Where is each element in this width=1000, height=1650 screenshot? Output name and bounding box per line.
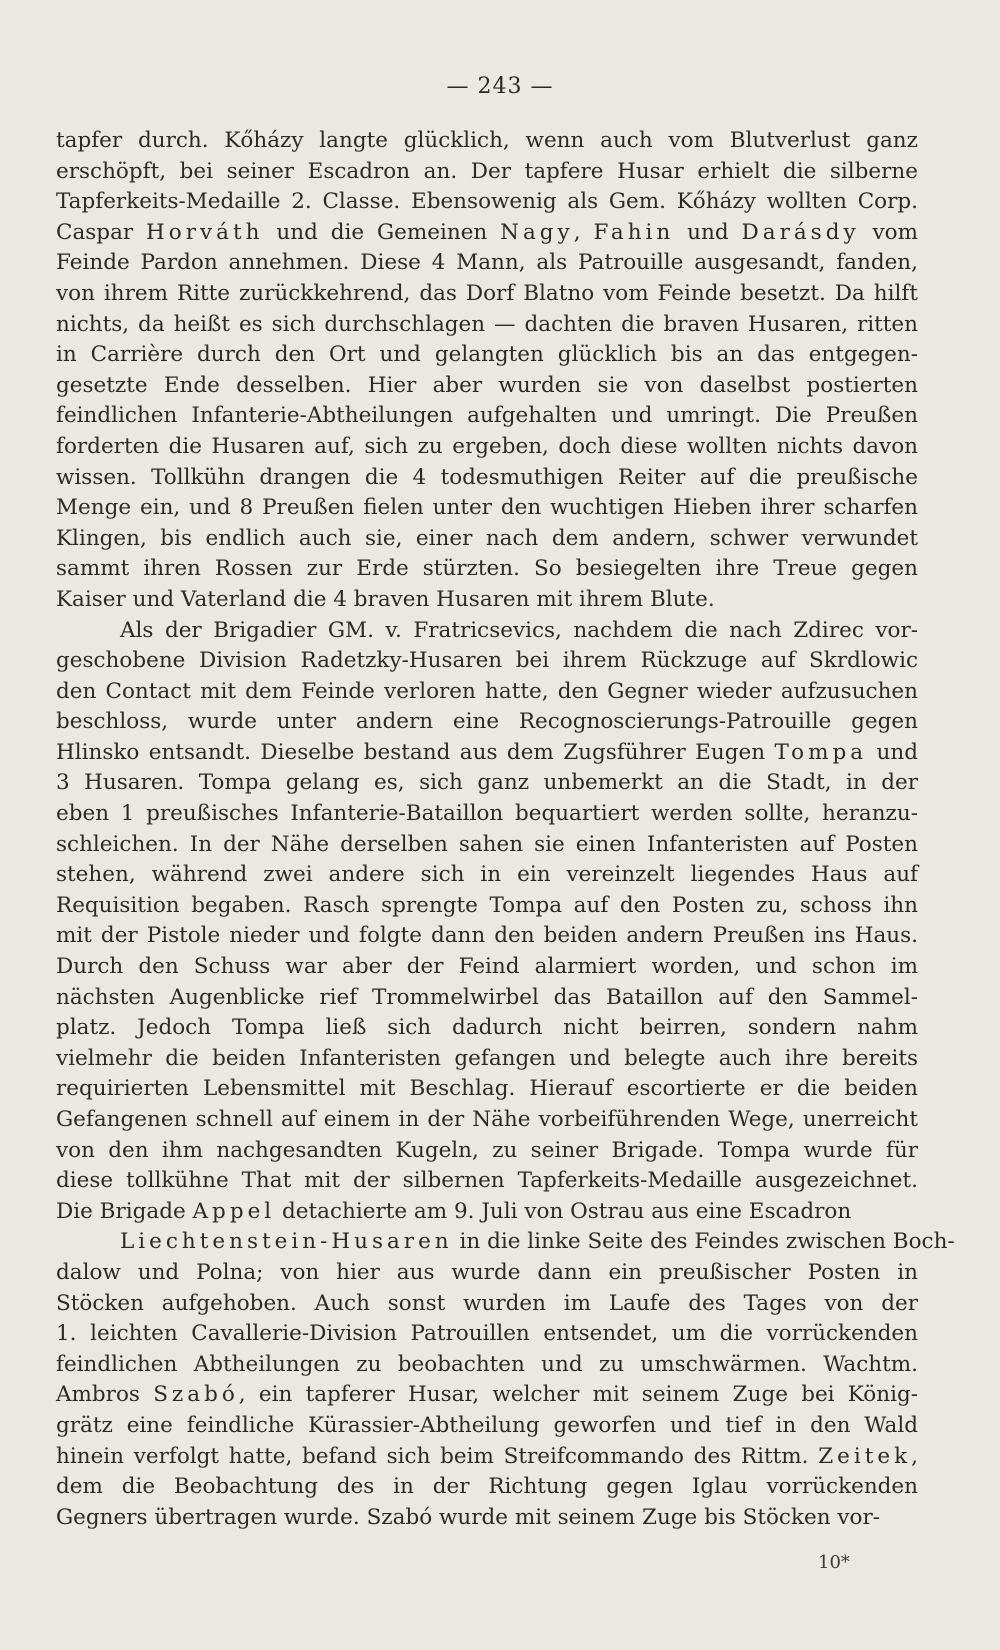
text-line: tapfer durch. Kőházy langte glücklich, wenn auch vom Blutverlust ganz xyxy=(56,128,918,153)
text-line: von den ihm nachgesandten Kugeln, zu seiner Brigade. Tompa wurde für xyxy=(56,1137,918,1163)
text-line: Als der Brigadier GM. v. Fratricsevics, nachdem die nach Zdirec vor- xyxy=(120,617,918,643)
text-line: Hlinsko entsandt. Dieselbe bestand aus dem Zugsführer Eugen Tompa und xyxy=(56,739,918,765)
text-line: platz. Jedoch Tompa ließ sich dadurch nicht beirren, sondern nahm xyxy=(56,1015,918,1041)
text-line: Gefangenen schnell auf einem in der Nähe vorbeiführenden Wege, unerreicht xyxy=(56,1107,918,1132)
text-line: Ambros Szabó, ein tapferer Husar, welcher mit seinem Zuge bei König- xyxy=(56,1382,918,1408)
spaced-name: Liechtenstein-Husaren xyxy=(120,1229,453,1255)
text-line: nächsten Augenblicke rief Trommelwirbel das Bataillon auf den Sammel- xyxy=(56,984,918,1010)
text-line: mit der Pistole nieder und folgte dann den beiden andern Preußen ins Haus. xyxy=(56,923,918,949)
text-line: geschobene Division Radetzky-Husaren bei ihrem Rückzuge auf Skrdlowic xyxy=(56,648,918,674)
spaced-name: Horváth xyxy=(146,219,264,245)
spaced-name: Fahin xyxy=(593,219,675,245)
spaced-name: Tompa xyxy=(774,739,868,765)
text-line: Durch den Schuss war aber der Feind alarmiert worden, und schon im xyxy=(56,954,918,980)
text-line: von ihrem Ritte zurückkehrend, das Dorf Blatno vom Feinde besetzt. Da hilft xyxy=(56,280,918,306)
text-line: Menge ein, und 8 Preußen fielen unter den wuchtigen Hieben ihrer scharfen xyxy=(56,495,918,521)
body-text xyxy=(56,126,955,1533)
text-line: 1. leichten Cavallerie-Division Patrouillen entsendet, um die vorrückenden xyxy=(56,1321,918,1347)
text-line: sammt ihren Rossen zur Erde stürzten. So besiegelten ihre Treue gegen xyxy=(56,556,918,582)
page-number: — 243 — xyxy=(446,74,554,99)
text-line: beschloss, wurde unter andern eine Recognoscierungs-Patrouille gegen xyxy=(56,709,918,735)
text-line: vielmehr die beiden Infanteristen gefangen und belegte auch ihre bereits xyxy=(56,1045,918,1071)
text-line: eben 1 preußisches Infanterie-Bataillon bequartiert werden sollte, heranzu- xyxy=(56,801,918,827)
spaced-name: Szabó xyxy=(153,1382,239,1408)
text-line: nichts, da heißt es sich durchschlagen — dachten die braven Husaren, ritten xyxy=(56,311,918,337)
text-line: requirierten Lebensmittel mit Beschlag. Hierauf escortierte er die beiden xyxy=(56,1076,918,1102)
text-line: diese tollkühne That mit der silbernen Tapferkeits-Medaille ausgezeichnet. xyxy=(56,1168,918,1194)
text-line: dalow und Polna; von hier aus wurde dann ein preußischer Posten in xyxy=(56,1259,918,1285)
text-line: Caspar Horváth und die Gemeinen Nagy, Fahin und Darásdy vom xyxy=(56,219,919,245)
text-line: stehen, während zwei andere sich in ein vereinzelt liegendes Haus auf xyxy=(56,862,918,888)
text-line: Kaiser und Vaterland die 4 braven Husaren mit ihrem Blute. xyxy=(56,586,715,612)
spaced-name: Nagy xyxy=(500,219,574,245)
spaced-name: Zeitek xyxy=(818,1443,912,1469)
text-line: schleichen. In der Nähe derselben sahen sie einen Infanteristen auf Posten xyxy=(56,831,918,857)
text-line: forderten die Husaren auf, sich zu ergeben, doch diese wollten nichts davon xyxy=(56,433,918,459)
text-line: feindlichen Infanterie-Abtheilungen aufgehalten und umringt. Die Preußen xyxy=(56,403,918,429)
spaced-name: Appel xyxy=(192,1198,276,1224)
text-line: Gegners übertragen wurde. Szabó wurde mit seinem Zuge bis Stöcken vor- xyxy=(56,1504,881,1530)
text-line: den Contact mit dem Feinde verloren hatte, den Gegner wieder aufzusuchen xyxy=(56,678,918,704)
text-line: Feinde Pardon annehmen. Diese 4 Mann, als Patrouille ausgesandt, fanden, xyxy=(56,250,918,276)
text-line: in Carrière durch den Ort und gelangten glücklich bis an das entgegen- xyxy=(56,342,918,368)
text-line: Die Brigade Appel detachierte am 9. Juli von Ostrau aus eine Escadron xyxy=(56,1198,852,1224)
text-line: Tapferkeits-Medaille 2. Classe. Ebensowenig als Gem. Kőházy wollten Corp. xyxy=(56,189,918,215)
text-line: wissen. Tollkühn drangen die 4 todesmuthigen Reiter auf die preußische xyxy=(56,464,918,490)
text-line: Stöcken aufgehoben. Auch sonst wurden im Laufe des Tages von der xyxy=(56,1290,918,1316)
text-line: gesetzte Ende desselben. Hier aber wurden sie von daselbst postierten xyxy=(56,372,918,398)
text-line: 3 Husaren. Tompa gelang es, sich ganz unbemerkt an die Stadt, in der xyxy=(56,770,918,796)
text-line: Requisition begaben. Rasch sprengte Tompa auf den Posten zu, schoss ihn xyxy=(56,892,918,918)
text-line: Liechtenstein-Husaren in die linke Seite des Feindes zwischen Boch- xyxy=(120,1229,955,1255)
text-line: dem die Beobachtung des in der Richtung gegen Iglau vorrückenden xyxy=(56,1474,918,1500)
signature-mark: 10* xyxy=(818,1552,850,1573)
text-line: feindlichen Abtheilungen zu beobachten und zu umschwärmen. Wachtm. xyxy=(56,1351,918,1377)
text-line: erschöpft, bei seiner Escadron an. Der tapfere Husar erhielt die silberne xyxy=(56,158,918,184)
spaced-name: Darásdy xyxy=(741,219,860,245)
text-line: hinein verfolgt hatte, befand sich beim Streifcommando des Rittm. Zeitek, xyxy=(56,1443,918,1469)
text-line: Klingen, bis endlich auch sie, einer nach dem andern, schwer verwundet xyxy=(56,525,918,551)
text-line: grätz eine feindliche Kürassier-Abtheilung geworfen und tief in den Wald xyxy=(56,1412,918,1438)
